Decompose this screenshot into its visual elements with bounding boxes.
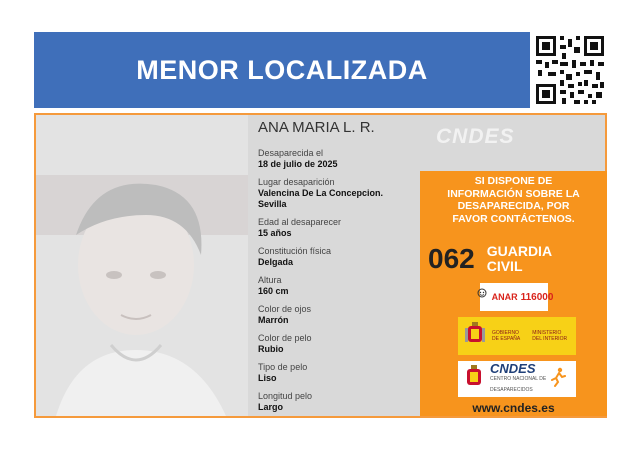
guardia-civil-line: GUARDIA <box>486 243 553 259</box>
field-hair-color <box>258 333 416 355</box>
website-link[interactable]: www.cndes.es <box>472 401 555 415</box>
ministerio-text <box>532 330 567 342</box>
cndes-logo <box>458 361 576 397</box>
contact-line: FAVOR CONTÁCTENOS. <box>452 212 575 225</box>
field-value: 160 cm <box>258 286 289 296</box>
spain-coat-of-arms-icon <box>464 364 484 395</box>
cndes-text-block <box>490 360 547 394</box>
field-value: 15 años <box>258 228 292 238</box>
guardia-civil-label <box>487 244 552 274</box>
person-name: ANA MARIA L. R. <box>258 119 375 136</box>
contact-message <box>420 175 607 225</box>
contact-panel <box>420 171 607 416</box>
person-photo <box>36 115 248 416</box>
ministerio-line: MINISTERIO <box>532 330 562 336</box>
guardia-civil-contact <box>420 237 607 281</box>
field-label: Lugar desaparición <box>258 177 335 187</box>
cndes-subtitle: DESAPARECIDOS <box>490 386 533 393</box>
field-value: Rubio <box>258 344 284 354</box>
field-hair-length <box>258 391 416 413</box>
field-eye-color <box>258 304 416 326</box>
field-value: Largo <box>258 402 284 412</box>
guardia-civil-line: CIVIL <box>486 258 523 274</box>
info-card <box>34 113 607 418</box>
cndes-watermark-logo: CNDES <box>436 125 515 148</box>
anar-badge <box>480 283 554 311</box>
gobierno-text <box>492 330 520 342</box>
header-banner <box>34 32 530 108</box>
runner-icon <box>550 367 566 392</box>
field-value: Liso <box>258 373 277 383</box>
gobierno-line: DE ESPAÑA <box>492 336 521 342</box>
field-missing-place <box>258 177 416 210</box>
gobierno-logo <box>458 317 576 355</box>
qr-code-icon[interactable] <box>533 33 607 107</box>
field-hair-type <box>258 362 416 384</box>
person-details <box>256 119 416 420</box>
spain-coat-of-arms-icon <box>464 320 486 353</box>
field-label: Edad al desaparecer <box>258 217 342 227</box>
field-label: Tipo de pelo <box>258 362 308 372</box>
cndes-name: CNDES <box>490 360 536 376</box>
anar-label: ANAR <box>491 292 518 302</box>
contact-line: SI DISPONE DE <box>474 175 553 187</box>
field-label: Altura <box>258 275 282 285</box>
field-build <box>258 246 416 268</box>
guardia-civil-number[interactable]: 062 <box>428 243 475 274</box>
contact-line: DESAPARECIDA, POR <box>457 200 570 212</box>
gobierno-line: GOBIERNO <box>492 330 519 336</box>
field-label: Longitud pelo <box>258 391 313 401</box>
ministerio-line: DEL INTERIOR <box>532 336 568 342</box>
field-value: Valencina De La Concepcion. <box>258 188 384 198</box>
field-label: Constitución física <box>258 246 332 256</box>
contact-line: INFORMACIÓN SOBRE LA <box>447 187 580 200</box>
header-title: MENOR LOCALIZADA <box>136 54 428 85</box>
field-age <box>258 217 416 239</box>
field-label: Color de ojos <box>258 304 312 314</box>
field-value: 18 de julio de 2025 <box>258 159 338 169</box>
field-label: Color de pelo <box>258 333 312 343</box>
cndes-subtitle: CENTRO NACIONAL DE <box>490 375 547 382</box>
anar-number[interactable]: 116000 <box>520 291 554 303</box>
field-value: Delgada <box>258 257 294 267</box>
field-height <box>258 275 416 297</box>
field-missing-date <box>258 148 416 170</box>
field-label: Desaparecida el <box>258 148 324 158</box>
anar-child-icon <box>475 288 489 307</box>
field-value: Sevilla <box>258 199 287 209</box>
field-value: Marrón <box>258 315 289 325</box>
